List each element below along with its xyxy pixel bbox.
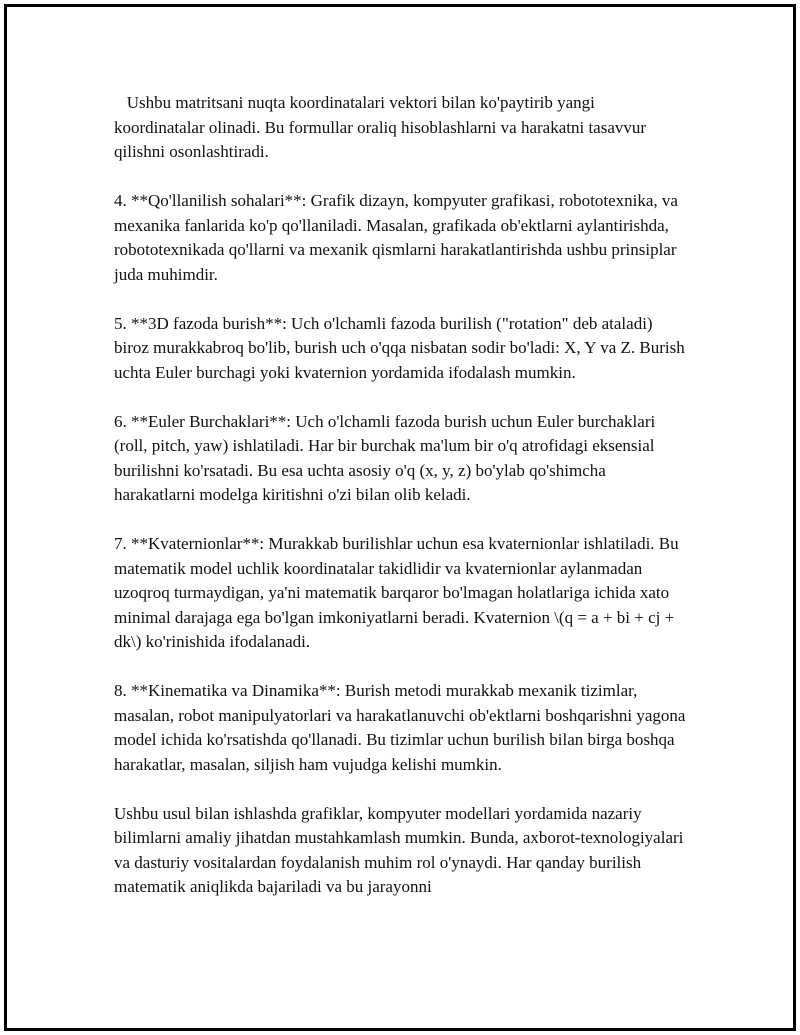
paragraph-conclusion: Ushbu usul bilan ishlashda grafiklar, kompyuter modellari yordamida nazariy bilimlarni amaliy jihatdan mustahkamlash mumkin. Bunda, axborot-texnologiyalari va dasturiy vositalardan foydalanish muhim rol o'ynaydi. Har qanday burilish matematik aniqlikda bajariladi va bu jarayonni — [114, 803, 684, 896]
paragraph-quaternions: 7. **Kvaternionlar**: Murakkab burilishlar uchun esa kvaternionlar ishlatiladi. Bu matematik model uchlik koordinatalar takidlidir va kvaternionlar aylanmadan uzoqroq turmaydigan, ya'ni matematik barqaror bo'lmagan holatlariga ichida xato minimal darajaga ega bo'lgan imkoniyatlarni beradi. Kvaternion \(q = a + bi + cj + dk\) ko'rinishida ifodalanadi. — [114, 534, 679, 651]
paragraph-application-areas: 4. **Qo'llanilish sohalari**: Grafik dizayn, kompyuter grafikasi, robototexnika, va mexanika fanlarida ko'p qo'llaniladi. Masalan, grafikada ob'ektlarni aylantirishda, robototexnikada qo'llarni va mexanik qismlarni harakatlantirishda ushbu prinsiplar juda muhimdir. — [114, 191, 678, 284]
document-body — [114, 91, 689, 924]
paragraph-3d-rotation: 5. **3D fazoda burish**: Uch o'lchamli fazoda burilish ("rotation" deb ataladi) biroz murakkabroq bo'lib, burish uch o'qqa nisbatan sodir bo'ladi: X, Y va Z. Burish uchta Euler burchagi yoki kvaternion yordamida ifodalash mumkin. — [114, 313, 685, 382]
paragraph-euler-angles: 6. **Euler Burchaklari**: Uch o'lchamli fazoda burish uchun Euler burchaklari (roll, pitch, yaw) ishlatiladi. Har bir burchak ma'lum bir o'q atrofidagi eksensial burilishni ko'rsatadi. Bu esa uchta asosiy o'q (x, y, z) bo'ylab qo'shimcha harakatlarni modelga kiritishni o'zi bilan olib keladi. — [114, 411, 656, 504]
paragraph-kinematics-dynamics: 8. **Kinematika va Dinamika**: Burish metodi murakkab mexanik tizimlar, masalan, robot manipulyatorlari va harakatlanuvchi ob'ektlarni boshqarishni yagona model ichida ko'rsatishda qo'llanadi. Bu tizimlar uchun burilish bilan birga boshqa harakatlar, masalan, siljish ham vujudga kelishi mumkin. — [114, 681, 686, 774]
paragraph-matrix-intro: Ushbu matritsani nuqta koordinatalari vektori bilan ko'paytirib yangi koordinatalar olinadi. Bu formullar oraliq hisoblashlarni va harakatni tasavvur qilishni osonlashtiradi. — [114, 93, 651, 161]
